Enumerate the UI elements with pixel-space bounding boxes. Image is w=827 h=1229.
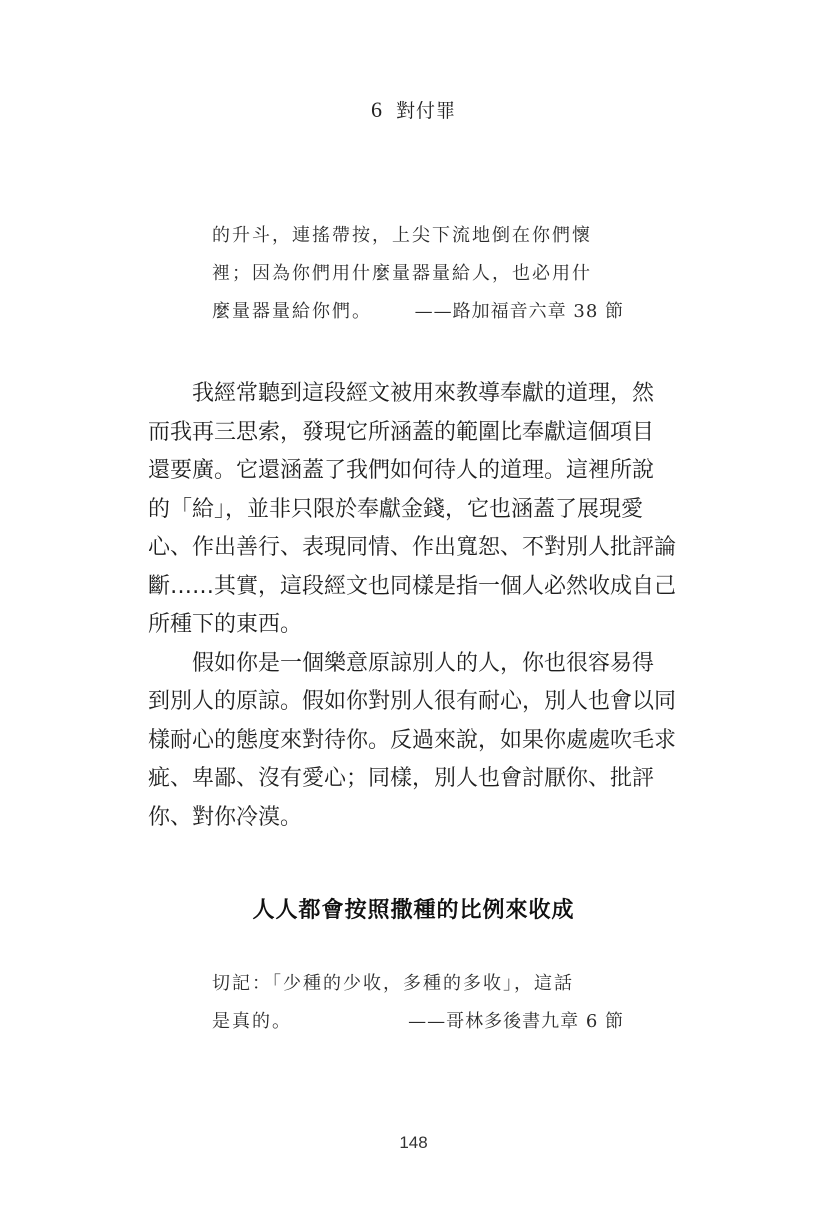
quote-source: ——哥林多後書九章 6 節 — [408, 1011, 624, 1032]
running-head — [0, 96, 827, 123]
quote-line: 麼量器量給你們。 — [212, 301, 372, 322]
paragraph-line: 所種下的東西。 — [148, 612, 303, 637]
quote-line: 裡；因為你們用什麼量器量給人，也必用什 — [212, 263, 592, 284]
page-number: 148 — [399, 1133, 428, 1152]
chapter-title: 對付罪 — [396, 100, 457, 122]
quote-source: ——路加福音六章 38 節 — [414, 301, 624, 322]
quote-line: 切記：「少種的少收，多種的多收」，這話 — [212, 973, 574, 994]
paragraph-line: 心、作出善行、表現同情、作出寬恕、不對別人批評論 — [148, 535, 677, 560]
scripture-quote-luke — [212, 217, 624, 331]
paragraph-line: 斷……其實，這段經文也同樣是指一個人必然收成自己 — [148, 573, 677, 599]
paragraph-line: 假如你是一個樂意原諒別人的人，你也很容易得 — [192, 650, 655, 676]
paragraph-line: 而我再三思索，發現它所涵蓋的範圍比奉獻這個項目 — [148, 419, 655, 445]
paragraph-line: 到別人的原諒。假如你對別人很有耐心，別人也會以同 — [148, 689, 677, 714]
quote-last-line — [212, 1003, 624, 1041]
quote-last-line — [212, 293, 624, 331]
paragraph-line: 樣耐心的態度來對待你。反過來說，如果你處處吹毛求 — [148, 727, 677, 753]
paragraph-line: 你、對你冷漠。 — [148, 804, 303, 830]
chapter-number: 6 — [370, 97, 383, 122]
quote-line: 是真的。 — [212, 1011, 292, 1032]
paragraph-line: 我經常聽到這段經文被用來教導奉獻的道理，然 — [192, 381, 655, 406]
quote-line: 的升斗，連搖帶按，上尖下流地倒在你們懷 — [212, 225, 592, 246]
scripture-quote-corinthians — [212, 965, 624, 1041]
section-heading: 人人都會按照撒種的比例來收成 — [252, 898, 575, 923]
paragraph-line: 還要廣。它還涵蓋了我們如何待人的道理。這裡所說 — [148, 458, 655, 483]
paragraph-line: 疵、卑鄙、沒有愛心；同樣，別人也會討厭你、批評 — [148, 766, 655, 791]
paragraph-line: 的「給」，並非只限於奉獻金錢，它也涵蓋了展現愛 — [148, 496, 644, 522]
body-text — [148, 375, 688, 837]
